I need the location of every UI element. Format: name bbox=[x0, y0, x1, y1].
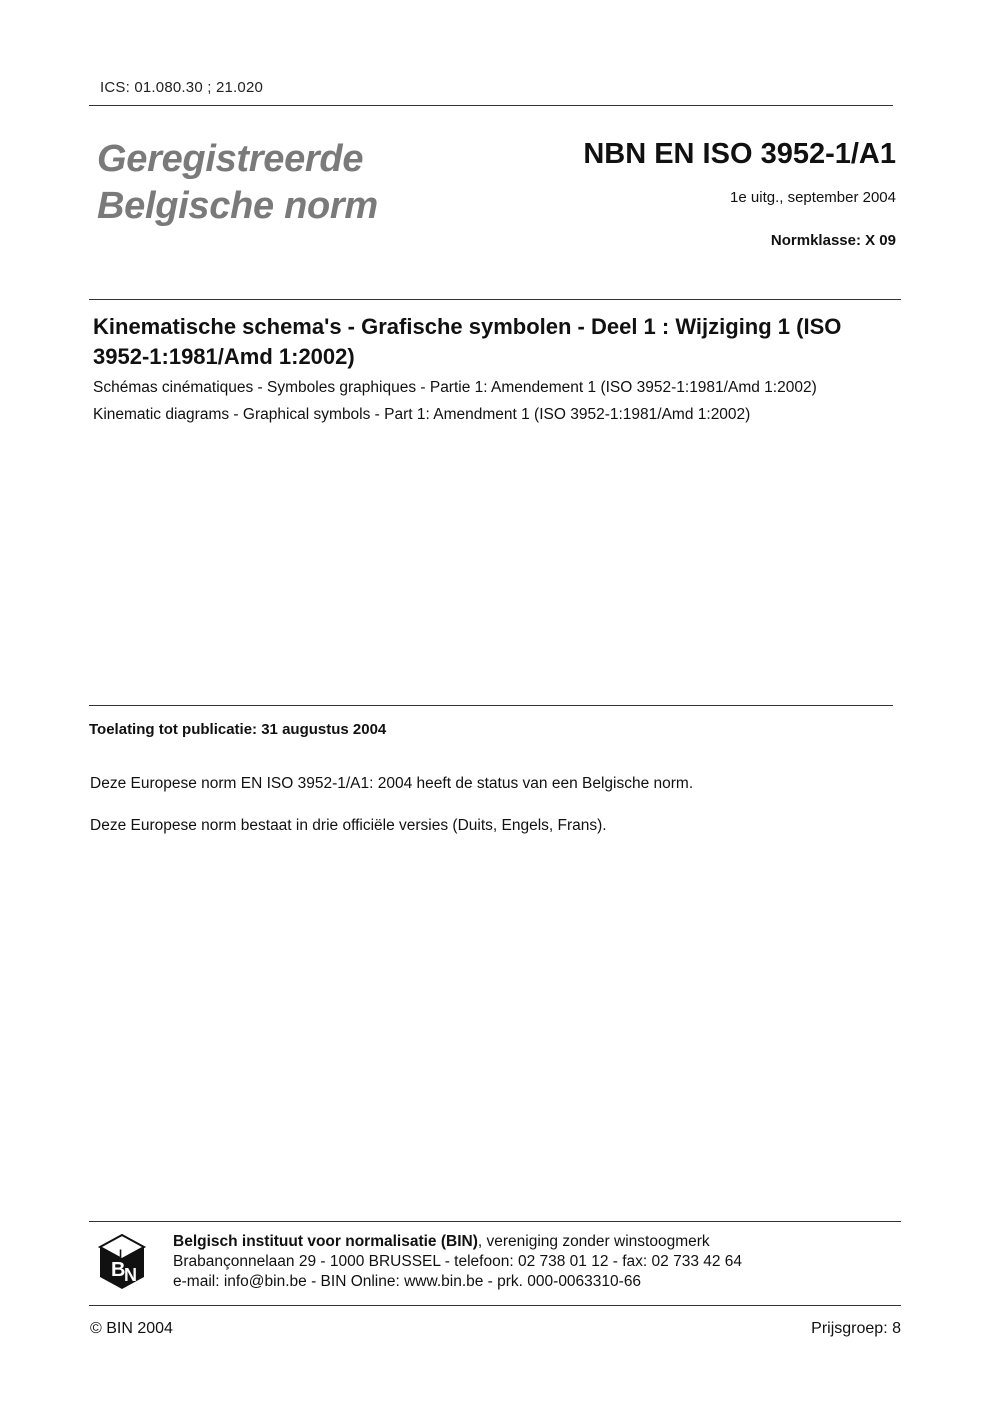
org-name-suffix: , vereniging zonder winstoogmerk bbox=[477, 1233, 710, 1250]
price-group: Prijsgroep: 8 bbox=[811, 1320, 901, 1337]
org-name: Belgisch instituut voor normalisatie (BIN) bbox=[173, 1233, 478, 1250]
versions-paragraph: Deze Europese norm bestaat in drie officiële versies (Duits, Engels, Frans). bbox=[90, 817, 607, 834]
footer-rule bbox=[89, 1305, 901, 1306]
brand-line-2: Belgische norm bbox=[97, 185, 378, 227]
top-rule bbox=[89, 105, 893, 106]
title-dutch: Kinematische schema's - Grafische symbolen - Deel 1 : Wijziging 1 (ISO 3952-1:1981/Amd 1:2002) bbox=[93, 314, 842, 369]
org-rule bbox=[89, 1221, 901, 1222]
title-rule bbox=[89, 299, 901, 300]
title-english: Kinematic diagrams - Graphical symbols - Part 1: Amendment 1 (ISO 3952-1:1981/Amd 1:2002) bbox=[93, 406, 751, 423]
svg-text:I: I bbox=[119, 1248, 123, 1260]
title-french: Schémas cinématiques - Symboles graphiques - Partie 1: Amendement 1 (ISO 3952-1:1981/Amd 1:2002) bbox=[93, 379, 817, 396]
svg-text:N: N bbox=[124, 1265, 137, 1285]
ics-code: ICS: 01.080.30 ; 21.020 bbox=[100, 79, 264, 96]
org-name-line bbox=[173, 1233, 710, 1251]
brand-line-1: Geregistreerde bbox=[97, 138, 364, 180]
svg-text:B: B bbox=[111, 1259, 126, 1281]
org-address: Brabançonnelaan 29 - 1000 BRUSSEL - telefoon: 02 738 01 12 - fax: 02 733 42 64 bbox=[173, 1253, 743, 1270]
admission-date: Toelating tot publicatie: 31 augustus 2004 bbox=[89, 721, 387, 738]
standard-number: NBN EN ISO 3952-1/A1 bbox=[583, 138, 896, 170]
bin-logo bbox=[97, 1233, 147, 1291]
org-contact: e-mail: info@bin.be - BIN Online: www.bin.be - prk. 000-0063310-66 bbox=[173, 1273, 642, 1290]
norm-class: Normklasse: X 09 bbox=[770, 232, 896, 249]
copyright: © BIN 2004 bbox=[90, 1320, 173, 1337]
status-paragraph: Deze Europese norm EN ISO 3952-1/A1: 2004 heeft de status van een Belgische norm. bbox=[90, 775, 694, 792]
edition-date: 1e uitg., september 2004 bbox=[730, 189, 896, 206]
middle-rule bbox=[89, 705, 893, 706]
